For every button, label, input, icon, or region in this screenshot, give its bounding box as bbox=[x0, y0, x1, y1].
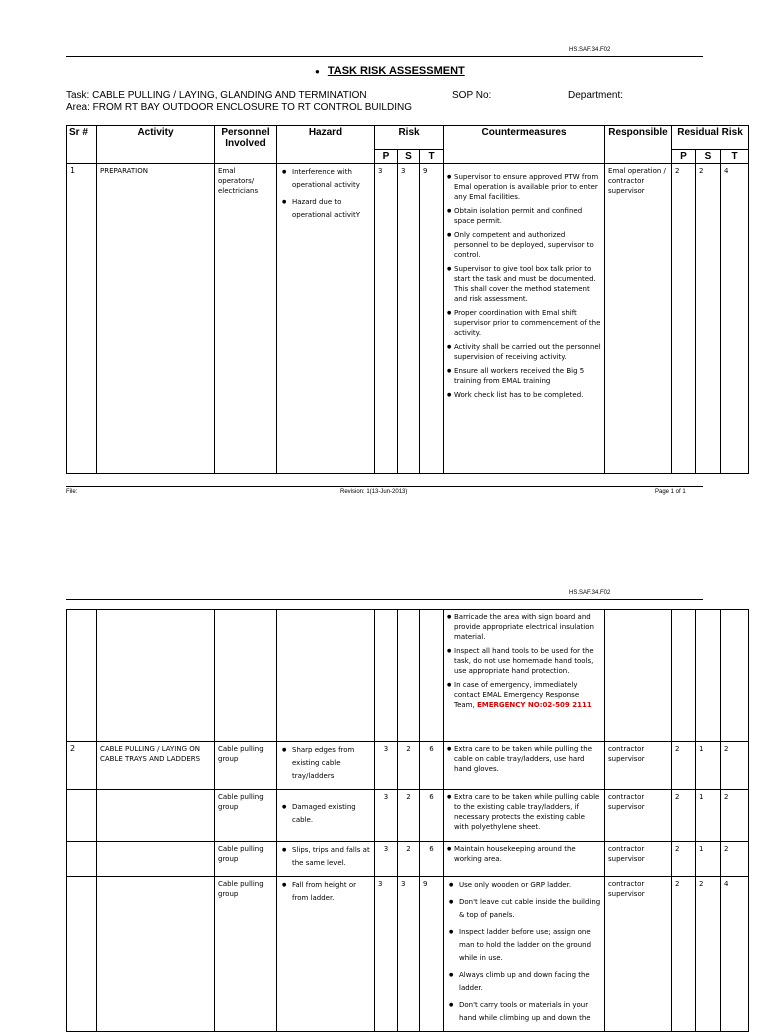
header-rule bbox=[66, 599, 703, 600]
col-risk-p: P bbox=[375, 150, 398, 164]
countermeasure-item: ● Maintain housekeeping around the working area. bbox=[447, 844, 601, 864]
countermeasure-item: ● Obtain isolation permit and confined space permit. bbox=[447, 206, 601, 226]
col-residual-s: S bbox=[696, 150, 721, 164]
personnel-cell: Cable pulling group bbox=[215, 877, 277, 1032]
responsible-cell: Emal operation / contractor supervisor bbox=[605, 164, 672, 474]
col-residual-p: P bbox=[672, 150, 696, 164]
activity-cell: PREPARATION bbox=[97, 164, 215, 474]
residual-s-cell: 1 bbox=[696, 790, 721, 842]
residual-p-cell: 2 bbox=[672, 164, 696, 474]
sop-label: SOP No: bbox=[452, 90, 492, 101]
sr-cell: 1 bbox=[67, 164, 97, 474]
table-row bbox=[67, 164, 749, 474]
risk-p-cell bbox=[375, 610, 398, 742]
sr-cell bbox=[67, 610, 97, 742]
countermeasure-item: ● Activity shall be carried out the personnel supervision of receiving activity. bbox=[447, 342, 601, 362]
residual-t-cell: 2 bbox=[721, 742, 749, 790]
table-row bbox=[67, 842, 749, 877]
col-residual-t: T bbox=[721, 150, 749, 164]
table-row bbox=[67, 877, 749, 1032]
countermeasure-item: ● Only competent and authorized personnel to be deployed, supervisor to control. bbox=[447, 230, 601, 260]
hazard-cell bbox=[277, 877, 375, 1032]
area-line: Area: FROM RT BAY OUTDOOR ENCLOSURE TO RT CONTROL BUILDING bbox=[66, 102, 412, 113]
risk-table-page2 bbox=[66, 609, 749, 1032]
personnel-cell: Cable pulling group bbox=[215, 790, 277, 842]
residual-s-cell: 1 bbox=[696, 742, 721, 790]
footer-file: File: bbox=[66, 489, 78, 495]
col-risk-t: T bbox=[420, 150, 444, 164]
risk-s-cell: 2 bbox=[398, 742, 420, 790]
hazard-cell bbox=[277, 164, 375, 474]
countermeasure-item: ● Don't leave cut cable inside the building & top of panels. bbox=[447, 896, 601, 922]
risk-p-cell: 3 bbox=[375, 842, 398, 877]
risk-t-cell: 6 bbox=[420, 842, 444, 877]
residual-p-cell: 2 bbox=[672, 877, 696, 1032]
footer-page: Page 1 of 1 bbox=[655, 489, 686, 495]
risk-t-cell: 9 bbox=[420, 877, 444, 1032]
residual-p-cell: 2 bbox=[672, 742, 696, 790]
department-label: Department: bbox=[568, 90, 624, 101]
document-code: HS.SAF.34.F02 bbox=[569, 590, 611, 596]
emergency-number: EMERGENCY NO:02-509 2111 bbox=[476, 701, 592, 709]
responsible-cell bbox=[605, 610, 672, 742]
hazard-item: ● Damaged existing cable. bbox=[280, 801, 371, 827]
footer-rule bbox=[66, 486, 703, 487]
countermeasure-item: ● Ensure all workers received the Big 5 training from EMAL training bbox=[447, 366, 601, 386]
countermeasure-item: ● Extra care to be taken while pulling the cable on cable tray/ladders, use hard hand gloves. bbox=[447, 744, 601, 774]
activity-cell bbox=[97, 790, 215, 842]
countermeasure-item: ● Inspect all hand tools to be used for the task, do not use homemade hand tools, use appropriate hand protection. bbox=[447, 646, 601, 676]
personnel-cell: Emal operators/ electricians bbox=[215, 164, 277, 474]
countermeasures-cell bbox=[444, 790, 605, 842]
risk-p-cell: 3 bbox=[375, 877, 398, 1032]
risk-t-cell bbox=[420, 610, 444, 742]
risk-s-cell: 3 bbox=[398, 164, 420, 474]
countermeasures-cell bbox=[444, 842, 605, 877]
countermeasure-item: ● Always climb up and down facing the ladder. bbox=[447, 969, 601, 995]
risk-s-cell: 2 bbox=[398, 790, 420, 842]
countermeasure-item: ● Don't carry tools or materials in your hand while climbing up and down the bbox=[447, 999, 601, 1025]
col-risk-s: S bbox=[398, 150, 420, 164]
residual-s-cell bbox=[696, 610, 721, 742]
countermeasure-item: ● Proper coordination with Emal shift supervisor prior to commencement of the activity. bbox=[447, 308, 601, 338]
sr-cell bbox=[67, 842, 97, 877]
activity-cell: CABLE PULLING / LAYING ON CABLE TRAYS AND LADDERS bbox=[97, 742, 215, 790]
col-residual-risk: Residual Risk bbox=[672, 126, 749, 150]
task-line: Task: CABLE PULLING / LAYING, GLANDING AND TERMINATION bbox=[66, 90, 367, 101]
residual-t-cell: 2 bbox=[721, 842, 749, 877]
risk-p-cell: 3 bbox=[375, 742, 398, 790]
header-rule bbox=[66, 56, 703, 57]
risk-t-cell: 9 bbox=[420, 164, 444, 474]
col-hazard: Hazard bbox=[277, 126, 375, 164]
footer-revision: Revision: 1(13-Jun-2013) bbox=[340, 489, 408, 495]
table-row bbox=[67, 742, 749, 790]
countermeasures-cell bbox=[444, 610, 605, 742]
activity-cell bbox=[97, 877, 215, 1032]
countermeasures-cell bbox=[444, 742, 605, 790]
hazard-cell bbox=[277, 790, 375, 842]
hazard-cell bbox=[277, 742, 375, 790]
risk-s-cell: 3 bbox=[398, 877, 420, 1032]
residual-p-cell: 2 bbox=[672, 790, 696, 842]
col-personnel: Personnel Involved bbox=[215, 126, 277, 164]
emergency-text: In case of emergency, immediately contact EMAL Emergency Response Team, bbox=[454, 681, 580, 709]
activity-cell bbox=[97, 842, 215, 877]
col-responsible: Responsible bbox=[605, 126, 672, 164]
responsible-cell: contractor supervisor bbox=[605, 790, 672, 842]
risk-s-cell: 2 bbox=[398, 842, 420, 877]
risk-t-cell: 6 bbox=[420, 742, 444, 790]
personnel-cell: Cable pulling group bbox=[215, 842, 277, 877]
hazard-item: ● Fall from height or from ladder. bbox=[280, 879, 371, 905]
countermeasure-item: ● Inspect ladder before use; assign one man to hold the ladder on the ground while in use. bbox=[447, 926, 601, 965]
document-code: HS.SAF.34.F02 bbox=[569, 47, 611, 53]
sr-cell: 2 bbox=[67, 742, 97, 790]
activity-cell bbox=[97, 610, 215, 742]
residual-p-cell: 2 bbox=[672, 842, 696, 877]
responsible-cell: contractor supervisor bbox=[605, 742, 672, 790]
risk-t-cell: 6 bbox=[420, 790, 444, 842]
hazard-cell bbox=[277, 842, 375, 877]
table-row bbox=[67, 790, 749, 842]
countermeasure-item: ● Barricade the area with sign board and provide appropriate electrical insulation material. bbox=[447, 612, 601, 642]
hazard-item: ● Sharp edges from existing cable tray/ladders bbox=[280, 744, 371, 783]
risk-s-cell bbox=[398, 610, 420, 742]
risk-p-cell: 3 bbox=[375, 790, 398, 842]
countermeasures-cell bbox=[444, 164, 605, 474]
residual-t-cell: 4 bbox=[721, 877, 749, 1032]
countermeasure-item: ● Supervisor to ensure approved PTW from Emal operation is available prior to enter any Emal facilities. bbox=[447, 172, 601, 202]
col-countermeasures: Countermeasures bbox=[444, 126, 605, 164]
col-sr: Sr # bbox=[67, 126, 97, 164]
residual-t-cell: 4 bbox=[721, 164, 749, 474]
hazard-item: ● Interference with operational activity bbox=[280, 166, 371, 192]
countermeasure-item: ● Supervisor to give tool box talk prior to start the task and must be documented. This shall cover the method statement and risk assessment. bbox=[447, 264, 601, 304]
bullet-icon: ● bbox=[315, 67, 320, 76]
residual-t-cell bbox=[721, 610, 749, 742]
countermeasures-cell bbox=[444, 877, 605, 1032]
countermeasure-item: ● Extra care to be taken while pulling cable to the existing cable tray/ladders, if necessary protects the existing cable with polyethylene sheet. bbox=[447, 792, 601, 832]
residual-t-cell: 2 bbox=[721, 790, 749, 842]
col-risk: Risk bbox=[375, 126, 444, 150]
countermeasure-item bbox=[447, 680, 601, 710]
countermeasure-item: ● Work check list has to be completed. bbox=[447, 390, 601, 400]
responsible-cell: contractor supervisor bbox=[605, 842, 672, 877]
personnel-cell: Cable pulling group bbox=[215, 742, 277, 790]
table-row bbox=[67, 610, 749, 742]
hazard-item: ● Slips, trips and falls at the same level. bbox=[280, 844, 371, 870]
hazard-item: ● Hazard due to operational activitY bbox=[280, 196, 371, 222]
personnel-cell bbox=[215, 610, 277, 742]
countermeasure-item: ● Use only wooden or GRP ladder. bbox=[447, 879, 601, 892]
hazard-cell bbox=[277, 610, 375, 742]
page-title: ● TASK RISK ASSESSMENT bbox=[315, 65, 465, 77]
col-activity: Activity bbox=[97, 126, 215, 164]
risk-p-cell: 3 bbox=[375, 164, 398, 474]
residual-s-cell: 2 bbox=[696, 164, 721, 474]
sr-cell bbox=[67, 790, 97, 842]
sr-cell bbox=[67, 877, 97, 1032]
residual-s-cell: 2 bbox=[696, 877, 721, 1032]
residual-p-cell bbox=[672, 610, 696, 742]
residual-s-cell: 1 bbox=[696, 842, 721, 877]
risk-table-page1 bbox=[66, 125, 749, 474]
responsible-cell: contractor supervisor bbox=[605, 877, 672, 1032]
